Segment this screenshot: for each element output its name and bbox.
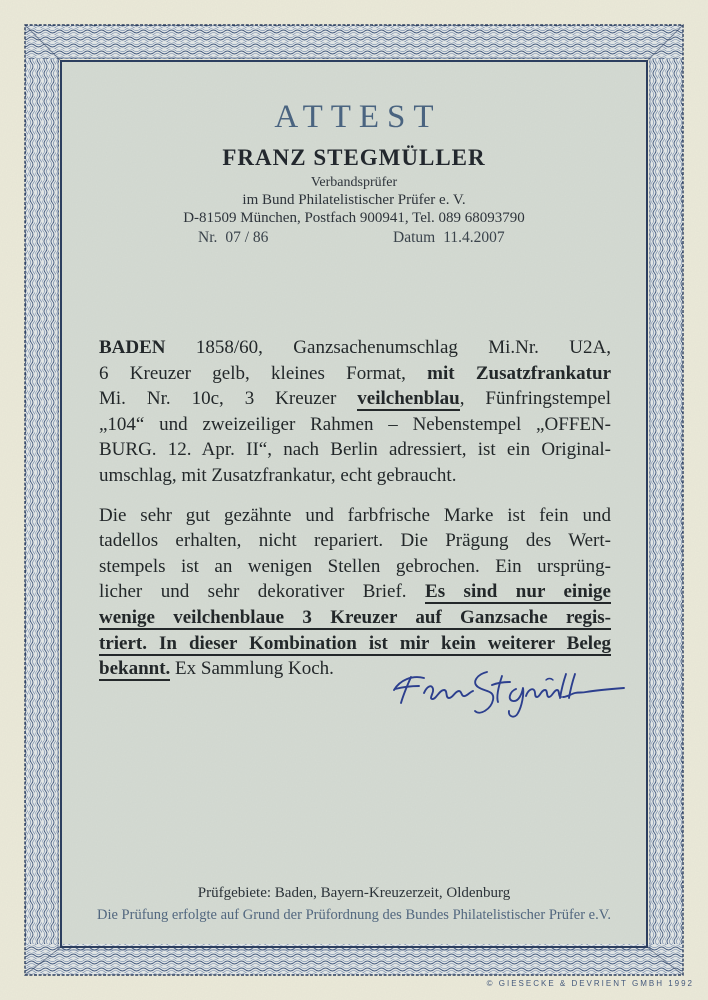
- certificate-date: [393, 229, 505, 247]
- condition-paragraph: [99, 503, 611, 682]
- text-line: „104“ und zweizeiliger Rahmen – Nebenstempel „OFFEN-: [99, 413, 611, 435]
- certificate-footer: [62, 882, 646, 926]
- text-line: BURG. 12. Apr. II“, nach Berlin adressiert, ist ein Original-: [99, 439, 611, 461]
- text-line: 6 Kreuzer gelb, kleines Format, mit Zusatzfrankatur: [99, 362, 611, 384]
- certificate-body: [99, 335, 611, 682]
- footer-expertise-areas: Prüfgebiete: Baden, Bayern-Kreuzerzeit, Oldenburg: [197, 885, 511, 901]
- description-paragraph: [99, 335, 611, 489]
- certificate-content: [62, 62, 646, 946]
- printer-credit: © GIESECKE & DEVRIENT GMBH 1992: [486, 979, 694, 988]
- text-line: Mi. Nr. 10c, 3 Kreuzer veilchenblau, Fünfringstempel: [99, 388, 612, 410]
- certificate-number: [198, 229, 268, 247]
- text-line: bekannt. Ex Sammlung Koch.: [99, 658, 334, 680]
- certificate-number-value: 07 / 86: [225, 229, 269, 246]
- text-line: licher und sehr dekorativer Brief. Es sind nur einige: [99, 581, 611, 603]
- certificate-date-value: 11.4.2007: [443, 229, 505, 246]
- text-line: Die sehr gut gezähnte und farbfrische Marke ist fein und: [99, 504, 611, 526]
- certificate-date-label: Datum: [393, 229, 436, 246]
- certificate-meta-row: [62, 229, 646, 249]
- certificate-title: ATTEST: [274, 99, 442, 135]
- certificate-number-label: Nr.: [198, 229, 218, 246]
- text-line: wenige veilchenblaue 3 Kreuzer auf Ganzsache regis-: [99, 606, 611, 628]
- text-line: triert. In dieser Kombination ist mir kein weiterer Beleg: [99, 632, 611, 654]
- examiner-association: im Bund Philatelistischer Prüfer e. V.: [242, 192, 466, 208]
- text-line: stempels ist an wenigen Stellen gebrochen. Ein ursprüng-: [99, 555, 611, 577]
- examiner-name: FRANZ STEGMÜLLER: [222, 145, 486, 170]
- examiner-address: D-81509 München, Postfach 900941, Tel. 089 68093790: [183, 210, 525, 226]
- examiner-role: Verbandsprüfer: [310, 175, 398, 190]
- examiner-signature: [380, 660, 630, 722]
- footer-examination-rules: Die Prüfung erfolgte auf Grund der Prüfordnung des Bundes Philatelistischer Prüfer e.V.: [97, 907, 611, 923]
- text-line: tadellos erhalten, nicht repariert. Die Prägung des Wert-: [99, 530, 611, 552]
- text-line: umschlag, mit Zusatzfrankatur, echt gebraucht.: [99, 464, 457, 486]
- certificate-header: [62, 96, 646, 227]
- text-line: BADEN 1858/60, Ganzsachenumschlag Mi.Nr. U2A,: [99, 337, 611, 358]
- signature-ink: [380, 660, 630, 722]
